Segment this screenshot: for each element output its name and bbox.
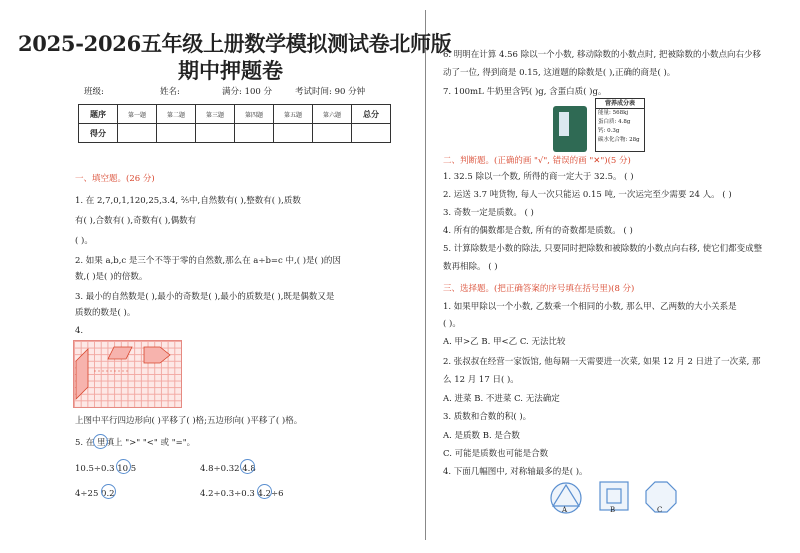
grid-shapes xyxy=(74,341,181,407)
table-cell[interactable] xyxy=(235,124,274,143)
table-cell: 第一题 xyxy=(118,105,157,124)
score-label: 满分: 100 分 xyxy=(222,87,272,97)
question-text: 2. 如果 a,b,c 是三个不等于零的自然数,那么在 a÷b=c 中,( )是( )的因 xyxy=(75,256,341,266)
question-text: 3. 最小的自然数是( ),最小的奇数是( ),最小的质数是( ),既是偶数又是 xyxy=(75,292,335,302)
answer-options: A. 进菜 B. 不进菜 C. 无法确定 xyxy=(443,394,560,404)
table-cell[interactable] xyxy=(352,124,391,143)
question-text: ( )。 xyxy=(443,319,461,329)
table-cell: 第二题 xyxy=(157,105,196,124)
table-cell[interactable] xyxy=(313,124,352,143)
table-cell[interactable] xyxy=(118,124,157,143)
table-cell: 第六题 xyxy=(313,105,352,124)
nutrition-title: 营养成分表 xyxy=(596,99,644,109)
exam-title: 2025-2026五年级上册数学模拟测试卷北师版 xyxy=(18,31,452,56)
question-text: 动了一位, 得到商是 0.15, 这道题的除数是( ),正确的商是( )。 xyxy=(443,68,676,78)
table-cell: 题序 xyxy=(79,105,118,124)
question-text: 上图中平行四边形向( )平移了( )格;五边形向( )平移了( )格。 xyxy=(75,416,303,426)
table-cell[interactable] xyxy=(157,124,196,143)
class-label: 班级: xyxy=(84,87,104,97)
score-table xyxy=(78,104,391,143)
question-text: 4. 所有的偶数都是合数, 所有的奇数都是质数。 ( ) xyxy=(443,226,633,236)
nutrition-row: 能量: 568kj xyxy=(598,110,629,116)
table-cell[interactable] xyxy=(274,124,313,143)
option-label-b: B xyxy=(610,506,616,514)
table-row xyxy=(79,105,391,124)
translation-grid-figure xyxy=(73,340,182,408)
answer-options: C. 可能是质数也可能是合数 xyxy=(443,449,549,459)
option-label-a: A xyxy=(562,506,568,514)
compare-item: 4÷25 0.2 xyxy=(75,489,115,499)
section-true-false: 二、判断题。(正确的画 "√", 错误的画 "✕")(5 分) xyxy=(443,156,631,166)
question-text: 1. 32.5 除以一个数, 所得的商一定大于 32.5。 ( ) xyxy=(443,172,634,182)
page-divider xyxy=(425,10,426,540)
question-text: 4. xyxy=(75,326,84,336)
question-text: 7. 100mL 牛奶里含钙( )g, 含蛋白质( )g。 xyxy=(443,87,607,97)
question-text: 5. 计算除数是小数的除法, 只要同时把除数和被除数的小数点向右移, 使它们都变成整 xyxy=(443,244,763,254)
compare-item: 10.5÷0.3 10.5 xyxy=(75,464,137,474)
question-text: ( )。 xyxy=(75,236,93,246)
question-text: 4. 下面几幅图中, 对称轴最多的是( )。 xyxy=(443,467,588,477)
question-text: 5. 在 里填上 ">" "<" 或 "="。 xyxy=(75,438,196,448)
answer-options: A. 是质数 B. 是合数 xyxy=(443,431,520,441)
pentagon-shape xyxy=(144,347,170,363)
circle-blank-icon xyxy=(93,434,108,449)
compare-item: 4.8÷0.32 4.8 xyxy=(200,464,256,474)
compare-circle[interactable] xyxy=(240,459,255,474)
question-text: 1. 在 2,7,0,1,120,25,3.4, ²⁄₅中,自然数有( ),整数有( ),质数 xyxy=(75,196,301,206)
table-cell[interactable] xyxy=(196,124,235,143)
table-row xyxy=(79,124,391,143)
question-text: 数再相除。 ( ) xyxy=(443,262,498,272)
section-fill-in: 一、填空题。(26 分) xyxy=(75,174,155,184)
question-text: 么 12 月 17 日( )。 xyxy=(443,375,519,385)
nutrition-label xyxy=(595,98,645,152)
table-cell: 第五题 xyxy=(274,105,313,124)
question-text: 2. 运送 3.7 吨货物, 每人一次只能运 0.15 吨, 一次运完至少需要 24 人。 ( ) xyxy=(443,190,732,200)
nutrition-row: 钙: 0.3g xyxy=(598,128,620,134)
parallelogram-shape xyxy=(76,349,88,399)
nutrition-row: 碳水化合物: 28g xyxy=(598,137,640,143)
exam-subtitle: 期中押题卷 xyxy=(178,58,283,83)
parallelogram-shape xyxy=(108,347,132,359)
table-cell: 总分 xyxy=(352,105,391,124)
question-text: 2. 张叔叔在经营一家饭馆, 他每隔一天需要进一次菜, 如果 12 月 2 日进了一次菜, 那 xyxy=(443,357,761,367)
compare-circle[interactable] xyxy=(257,484,272,499)
question-text: 3. 奇数一定是质数。 ( ) xyxy=(443,208,534,218)
compare-item: 4.2÷0.3÷0.3 4.2÷6 xyxy=(200,489,284,499)
question-text: 6. 明明在计算 4.56 除以一个小数, 移动除数的小数点时, 把被除数的小数点向右少移 xyxy=(443,50,761,60)
table-cell: 得分 xyxy=(79,124,118,143)
compare-circle[interactable] xyxy=(116,459,131,474)
question-text: 有( ),合数有( ),奇数有( ),偶数有 xyxy=(75,216,197,226)
question-text: 1. 如果甲除以一个小数, 乙数乘一个相同的小数, 那么甲、乙两数的大小关系是 xyxy=(443,302,737,312)
answer-options: A. 甲>乙 B. 甲<乙 C. 无法比较 xyxy=(443,337,566,347)
option-label-c: C xyxy=(657,506,663,514)
question-text: 数,( )是( )的倍数。 xyxy=(75,272,148,282)
compare-circle[interactable] xyxy=(101,484,116,499)
table-cell: 第三题 xyxy=(196,105,235,124)
section-multiple-choice: 三、选择题。(把正确答案的序号填在括号里)(8 分) xyxy=(443,284,635,294)
table-cell: 第四题 xyxy=(235,105,274,124)
milk-box-image xyxy=(553,106,587,152)
nutrition-row: 蛋白质: 4.8g xyxy=(598,119,631,125)
name-label: 姓名: xyxy=(160,87,180,97)
question-text: 质数的数是( )。 xyxy=(75,308,136,318)
time-label: 考试时间: 90 分钟 xyxy=(295,87,366,97)
question-text: 3. 质数和合数的积( )。 xyxy=(443,412,532,422)
